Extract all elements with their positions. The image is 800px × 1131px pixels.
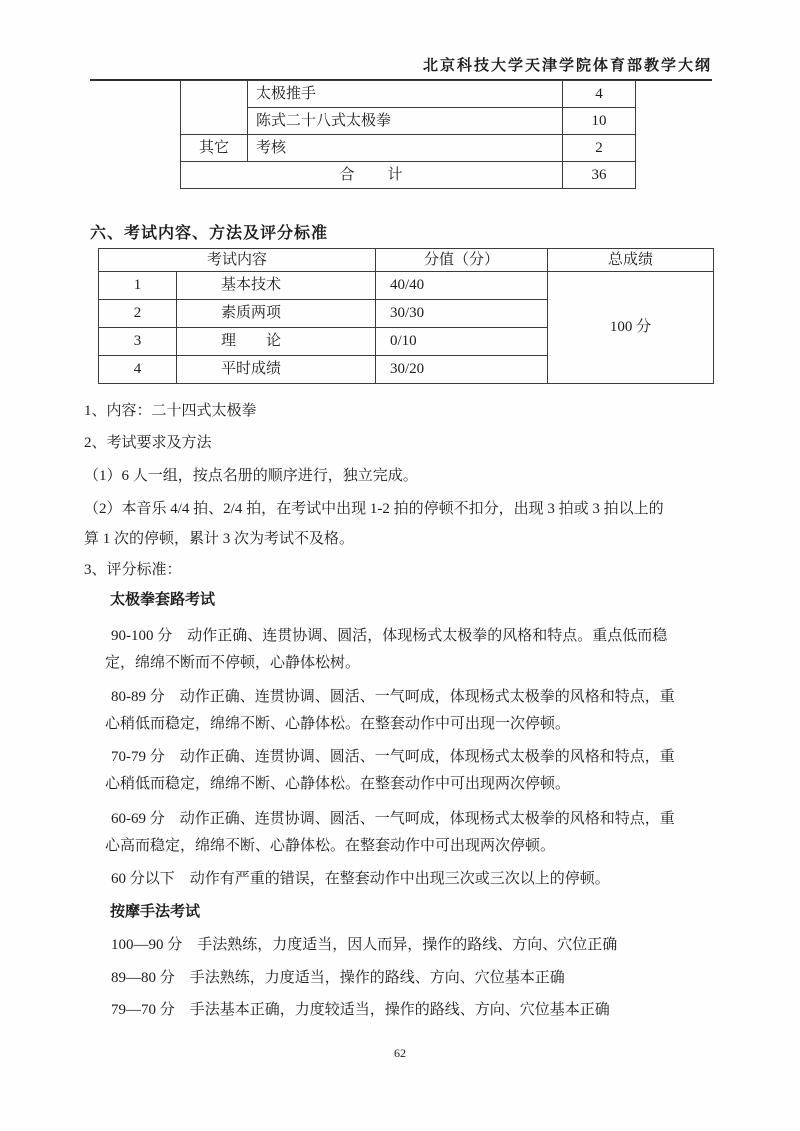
category-cell: 其它 [181, 135, 248, 162]
activity-cell: 太极推手 [248, 81, 563, 108]
exam-score-cell: 30/20 [376, 356, 548, 384]
activity-cell: 陈式二十八式太极拳 [248, 108, 563, 135]
massage-criteria-line: 100—90 分 手法熟练，力度适当，因人而异，操作的路线、方向、穴位正确 [111, 937, 618, 953]
hours-cell: 4 [563, 81, 636, 108]
hours-table-row [181, 135, 636, 162]
exam-score-header: 分值（分） [376, 249, 548, 272]
exam-content-header: 考试内容 [99, 249, 376, 272]
exam-table-header-row [99, 249, 714, 272]
score-criteria-line: 80-89 分 动作正确、连贯协调、圆活、一气呵成，体现杨式太极拳的风格和特点，重 [111, 689, 675, 705]
score-criteria-line: 60 分以下 动作有严重的错误，在整套动作中出现三次或三次以上的停顿。 [111, 871, 610, 887]
exam-score-table [98, 248, 714, 384]
exam-content-cell: 理 论 [177, 328, 376, 356]
para-requirement-2-line1: （2）本音乐 4/4 拍、2/4 拍，在考试中出现 1-2 拍的停顿不扣分，出现 3 拍或 3 拍以上的 [84, 501, 664, 517]
hours-table-total-row [181, 162, 636, 189]
score-criteria-line: 心稍低而稳定，绵绵不断、心静体松。在整套动作中可出现两次停顿。 [105, 776, 571, 792]
massage-criteria-line: 79—70 分 手法基本正确，力度较适当，操作的路线、方向、穴位基本正确 [111, 1002, 610, 1018]
exam-content-cell: 素质两项 [177, 300, 376, 328]
hours-cell: 2 [563, 135, 636, 162]
page-header-title: 北京科技大学天津学院体育部教学大纲 [422, 58, 712, 74]
exam-content-cell: 基本技术 [177, 272, 376, 300]
score-criteria-line: 定，绵绵不断而不停顿，心静体松树。 [105, 655, 361, 671]
exam-total-header: 总成绩 [548, 249, 714, 272]
hours-table-row [181, 81, 636, 108]
category-cell-empty [181, 81, 248, 135]
score-criteria-line: 70-79 分 动作正确、连贯协调、圆活、一气呵成，体现杨式太极拳的风格和特点，重 [111, 749, 675, 765]
hours-table [180, 80, 636, 189]
total-hours-cell: 36 [563, 162, 636, 189]
total-label-cell: 合 计 [181, 162, 563, 189]
massage-criteria-line: 89—80 分 手法熟练，力度适当，操作的路线、方向、穴位基本正确 [111, 970, 565, 986]
activity-cell: 考核 [248, 135, 563, 162]
para-grading-standard: 3、评分标准： [84, 562, 182, 578]
hours-table-row [181, 108, 636, 135]
section-heading: 六、考试内容、方法及评分标准 [90, 225, 329, 242]
para-exam-content: 1、内容：二十四式太极拳 [84, 403, 257, 419]
para-requirement-1: （1）6 人一组，按点名册的顺序进行，独立完成。 [84, 468, 418, 484]
hours-cell: 10 [563, 108, 636, 135]
taiji-exam-heading: 太极拳套路考试 [110, 592, 216, 608]
exam-score-cell: 30/30 [376, 300, 548, 328]
para-exam-requirements: 2、考试要求及方法 [84, 435, 212, 451]
exam-score-cell: 40/40 [376, 272, 548, 300]
page-number: 62 [394, 1046, 406, 1060]
score-criteria-line: 90-100 分 动作正确、连贯协调、圆活，体现杨式太极拳的风格和特点。重点低而稳 [111, 628, 668, 644]
exam-table-row [99, 272, 714, 300]
exam-no-cell: 4 [99, 356, 177, 384]
score-criteria-line: 心稍低而稳定，绵绵不断、心静体松。在整套动作中可出现一次停顿。 [105, 716, 571, 732]
exam-score-cell: 0/10 [376, 328, 548, 356]
exam-no-cell: 2 [99, 300, 177, 328]
exam-no-cell: 1 [99, 272, 177, 300]
exam-total-cell: 100 分 [548, 272, 714, 384]
exam-no-cell: 3 [99, 328, 177, 356]
score-criteria-line: 心高而稳定，绵绵不断、心静体松。在整套动作中可出现两次停顿。 [105, 838, 556, 854]
massage-exam-heading: 按摩手法考试 [110, 904, 201, 920]
exam-content-cell: 平时成绩 [177, 356, 376, 384]
para-requirement-2-line2: 算 1 次的停顿，累计 3 次为考试不及格。 [84, 531, 355, 547]
score-criteria-line: 60-69 分 动作正确、连贯协调、圆活、一气呵成，体现杨式太极拳的风格和特点，重 [111, 811, 675, 827]
